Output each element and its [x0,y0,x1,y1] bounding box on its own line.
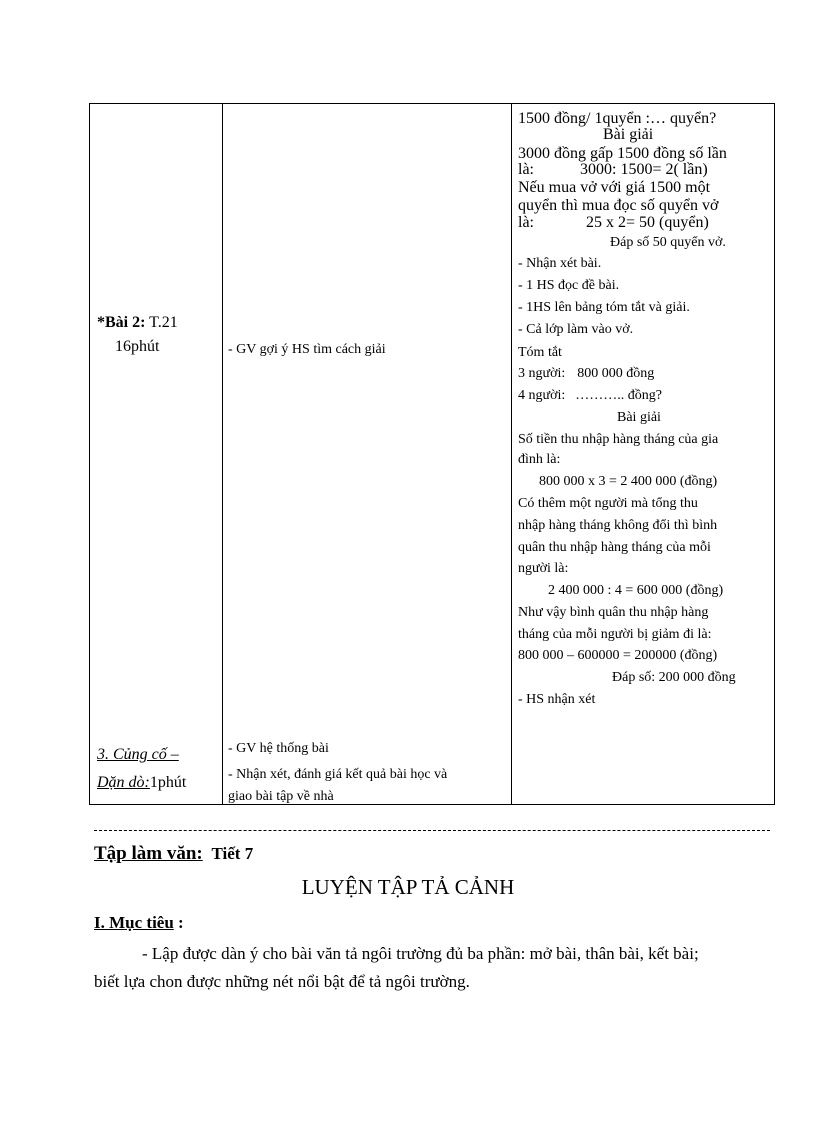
student-step-3: - 1HS lên bảng tóm tắt và giải. [518,300,690,315]
sol2-answer: Đáp số: 200 000 đồng [612,670,736,685]
sol2-line-1 [518,432,766,447]
sol1-heading: Bài giải [603,126,654,143]
teacher-column [222,104,511,804]
summary-line-2-label: 4 người: [518,388,566,403]
sol1-text-3b-a: là: [518,161,534,178]
summary-line-1 [518,366,654,381]
sol1-line-4b: quyển thì mua đọc số quyển vở [518,197,719,214]
summary-line-2-value: ……….. đồng? [575,388,662,403]
summary-line-1-value: 800 000 đồng [577,366,655,381]
lesson-table [89,103,775,805]
nhan-xet-line-2: giao bài tập về nhà [228,789,334,804]
section-divider [94,830,770,831]
sol2-line-5 [518,540,766,555]
dando-time: 1phút [149,774,187,791]
sol1-line-1: 1500 đồng/ 1quyển :… quyển? [518,110,717,127]
dando-line [97,775,186,791]
sol2-line-6: người là: [518,561,569,576]
gv-he-thong: - GV hệ thống bài [228,741,329,756]
nhan-xet-line-1: - Nhận xét, đánh giá kết quả bài học và [228,767,448,782]
student-column [511,104,774,804]
bai2-time: 16phút [115,338,160,355]
sol1-line-4a: Nếu mua vở với giá 1500 một [518,179,711,196]
page-title: LUYỆN TẬP TẢ CẢNH [301,875,515,899]
subject-label: Tập làm văn: [94,843,203,864]
lesson-label: Tiết 7 [211,844,254,863]
student-step-4: - Cả lớp làm vào vở. [518,322,634,337]
gv-goi-y: - GV gợi ý HS tìm cách giải [228,342,386,357]
sol1-text-4c-a: là: [518,214,534,231]
sol2-text-3: Có thêm một người mà tổng thu [518,496,698,511]
sol2-calc-1: 800 000 x 3 = 2 400 000 (đồng) [539,474,718,489]
sol2-text-5: quân thu nhập hàng tháng của mỗi [518,540,711,555]
sol2-text-4: nhập hàng tháng không đổi thì bình [518,518,718,533]
section-heading [94,843,253,865]
sol1-text-4c-b: 25 x 2= 50 (quyển) [586,214,709,231]
objective-heading [94,913,184,933]
sol2-calc-3: 800 000 – 600000 = 200000 (đồng) [518,648,718,663]
activity-column [90,104,222,804]
bai2-label: *Bài 2: [97,314,146,331]
objective-colon: : [173,913,184,932]
summary-line-1-label: 3 người: [518,366,566,381]
student-remark: - HS nhận xét [518,692,596,707]
bai2-heading [97,315,178,331]
sol1-text-3b-b: 3000: 1500= 2( lần) [580,161,708,178]
sol1-line-4c [518,215,709,231]
summary-heading: Tóm tắt [518,345,562,360]
cungco-label: 3. Củng cố – [97,746,179,763]
sol1-answer: Đáp số 50 quyển vở. [610,235,726,250]
sol2-text-7: Như vậy bình quân thu nhập hàng [518,605,709,620]
student-step-2: - 1 HS đọc đề bài. [518,278,620,293]
bai2-ref: T.21 [145,314,178,331]
sol1-text-3a: 3000 đồng gấp 1500 đồng số lần [518,145,727,162]
sol2-line-8: tháng của mỗi người bị giảm đi là: [518,627,712,642]
sol2-line-7 [518,605,766,620]
sol2-text-1: Số tiền thu nhập hàng tháng của gia [518,432,719,447]
sol2-line-3 [518,496,766,511]
objective-paragraph-line-2: biết lựa chon được những nét nổi bật để tả ngôi trường. [94,972,470,991]
dando-label: Dặn dò: [97,774,150,791]
sol2-heading: Bài giải [617,410,661,425]
sol1-line-3b [518,162,708,178]
objective-paragraph-line-1: - Lập được dàn ý cho bài văn tả ngôi trường đủ ba phần: mở bài, thân bài, kết bài; [142,944,699,963]
sol2-calc-2: 2 400 000 : 4 = 600 000 (đồng) [548,583,724,598]
student-step-1: - Nhận xét bài. [518,256,602,271]
objective-label: I. Mục tiêu [94,913,174,932]
summary-line-2 [518,388,662,403]
sol2-line-2: đình là: [518,452,561,467]
sol2-line-4 [518,518,766,533]
sol1-line-3a [518,146,760,162]
